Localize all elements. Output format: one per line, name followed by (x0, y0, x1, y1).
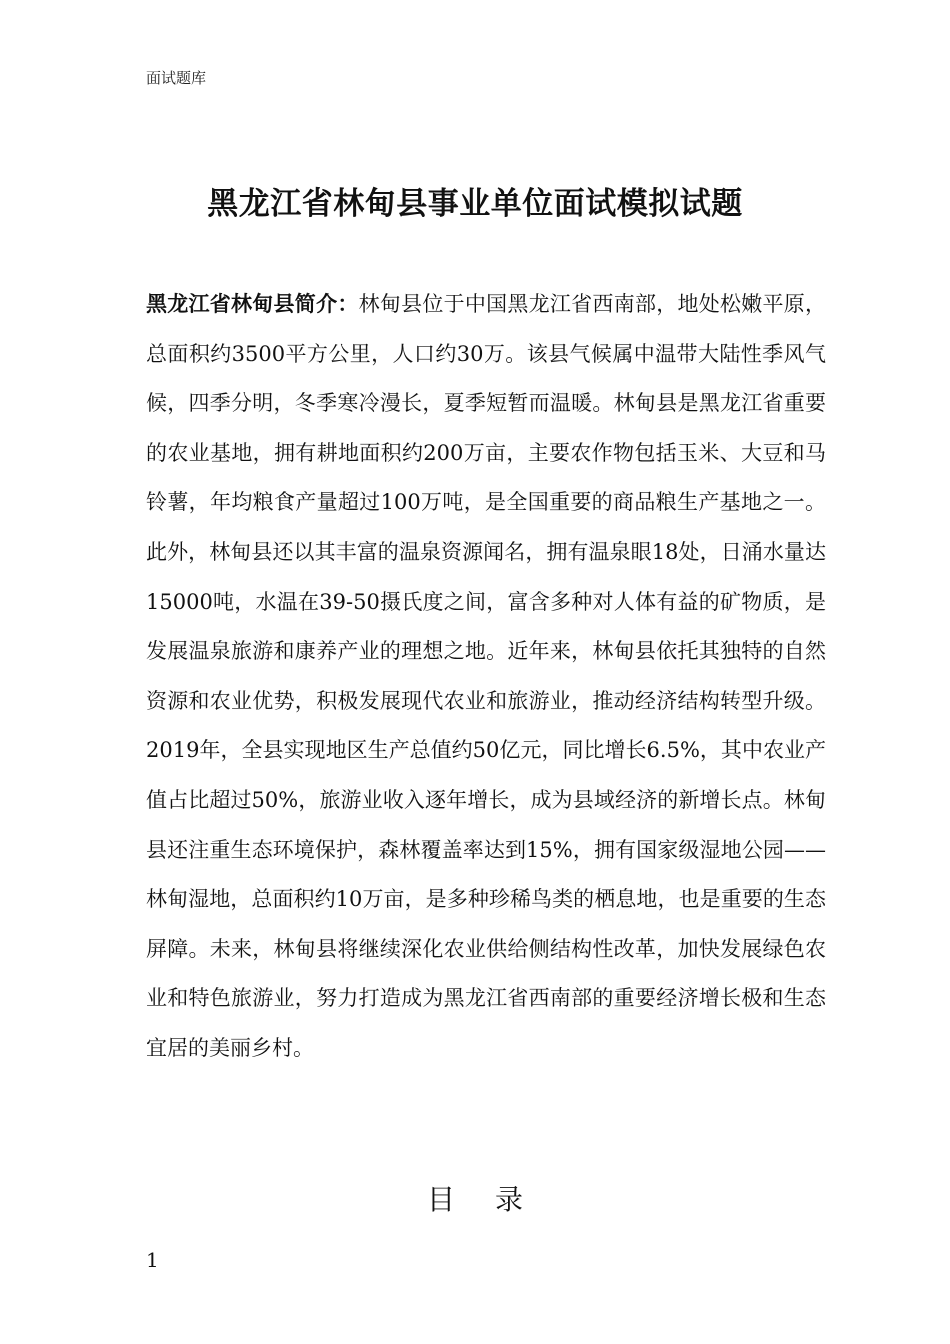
intro-label: 黑龙江省林甸县简介： (146, 292, 359, 316)
document-title: 黑龙江省林甸县事业单位面试模拟试题 (207, 186, 743, 222)
intro-text: 林甸县位于中国黑龙江省西南部，地处松嫩平原，总面积约3500平方公里，人口约30万。该县气候属中温带大陆性季风气候，四季分明，冬季寒冷漫长，夏季短暂而温暖。林甸县是黑龙江省重要的农业基地，拥有耕地面积约200万亩，主要农作物包括玉米、大豆和马铃薯，年均粮食产量超过100万吨，是全国重要的商品粮生产基地之一。此外，林甸县还以其丰富的温泉资源闻名，拥有温泉眼18处，日涌水量达15000吨，水温在39-50摄氏度之间，富含多种对人体有益的矿物质，是发展温泉旅游和康养产业的理想之地。近年来，林甸县依托其独特的自然资源和农业优势，积极发展现代农业和旅游业，推动经济结构转型升级。2019年，全县实现地区生产总值约50亿元，同比增长6.5%，其中农业产值占比超过50%，旅游业收入逐年增长，成为县域经济的新增长点。林甸县还注重生态环境保护，森林覆盖率达到15%，拥有国家级湿地公园——林甸湿地，总面积约10万亩，是多种珍稀鸟类的栖息地，也是重要的生态屏障。未来，林甸县将继续深化农业供给侧结构性改革，加快发展绿色农业和特色旅游业，努力打造成为黑龙江省西南部的重要经济增长极和生态宜居的美丽乡村。 (146, 292, 827, 1060)
header-label: 面试题库 (146, 69, 207, 87)
page-number: 1 (146, 1248, 159, 1272)
intro-paragraph (146, 280, 826, 1074)
toc-heading: 目录 (426, 1183, 563, 1216)
